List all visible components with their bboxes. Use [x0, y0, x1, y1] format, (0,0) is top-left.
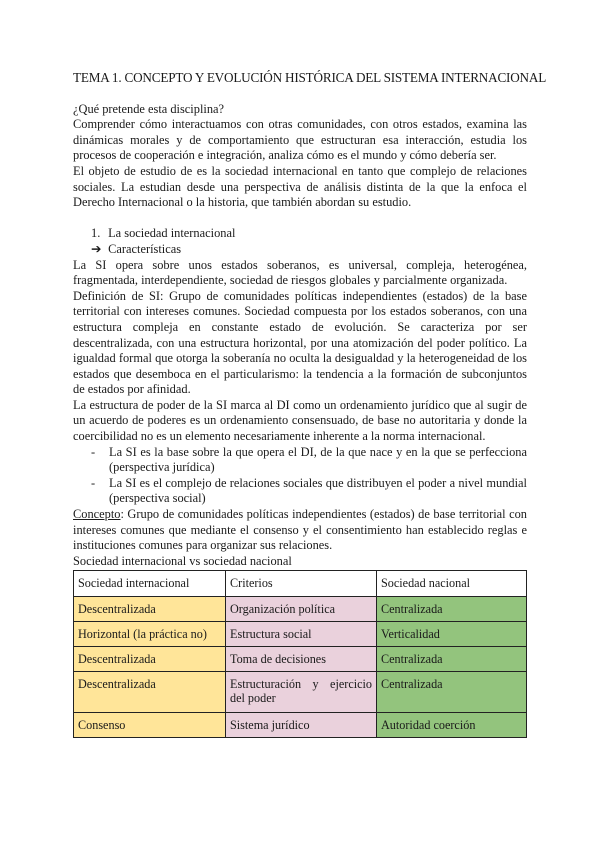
section-number: 1. [91, 226, 101, 241]
table-cell: Estructuración y ejercicio del poder [226, 672, 377, 713]
comparison-table [73, 570, 527, 738]
table-row [74, 672, 527, 713]
dash-marker: - [91, 444, 96, 459]
table-row [74, 713, 527, 738]
table-caption: Sociedad internacional vs sociedad nacional [73, 553, 292, 568]
table-cell: Verticalidad [377, 622, 527, 647]
table-cell: Estructura social [226, 622, 377, 647]
dash-marker: - [91, 475, 96, 490]
paragraph-object: El objeto de estudio de es la sociedad internacional en tanto que complejo de relaciones sociales. La estudian desde una perspectiva de análisis distinta de la que la enfoca el Derecho Internacional o la historia, que también abordan su estudio. [73, 163, 527, 210]
table-cell: Toma de decisiones [226, 647, 377, 672]
bullet-item [73, 445, 527, 476]
header-cell: Sociedad internacional [74, 571, 226, 597]
table-cell: Centralizada [377, 672, 527, 713]
table-cell: Consenso [74, 713, 226, 738]
table-cell: Descentralizada [74, 597, 226, 622]
paragraph-power-structure: La estructura de poder de la SI marca al DI como un ordenamiento jurídico que al sugir de un acuerdo de poderes es un ordenamiento consensuado, de base no autoritaria y donde la coercibilidad no es un elemento necesariamente inherente a la norma internacional. [73, 397, 527, 444]
table-cell: Descentralizada [74, 647, 226, 672]
header-cell: Sociedad nacional [377, 571, 527, 597]
table-cell: Organización política [226, 597, 377, 622]
page-title: TEMA 1. CONCEPTO Y EVOLUCIÓN HISTÓRICA DEL SISTEMA INTERNACIONAL [73, 70, 547, 85]
table-cell: Autoridad coerción [377, 713, 527, 738]
table-cell: Centralizada [377, 597, 527, 622]
section-heading [73, 226, 527, 242]
concept-text: : Grupo de comunidades políticas independientes (estados) de base territorial con intereses comunes que mediante el consenso y el consentimiento han establecido reglas e instituciones comunes para organizar sus relaciones. [73, 507, 527, 553]
paragraph-purpose: Comprender cómo interactuamos con otras comunidades, con otros estados, examina las dinámicas morales y de comportamiento que estructuran esa interacción, estudia los procesos de cooperación e integración, analiza cómo es el mundo y cómo debería ser. [73, 117, 527, 163]
subsection-label: Características [108, 241, 182, 256]
table-header-row [74, 571, 527, 597]
table-cell: Centralizada [377, 647, 527, 672]
table-row [74, 647, 527, 672]
paragraph-definition: Definición de SI: Grupo de comunidades políticas independientes (estados) de la base territorial con intereses comunes. Sociedad compuesta por los estados soberanos, con una estructura compleja en constante estado de evolución. Se caracteriza por ser descentralizada, con una estructura horizontal, por una atomización del poder político. La igualdad formal que otorga la soberanía no oculta la desigualdad y la heterogeneidad de los estados que desemboca en el particularismo: la tendencia a la formación de subconjuntos de estados por afinidad. [73, 288, 527, 397]
arrow-right-icon: ➔ [91, 241, 102, 256]
document-page [73, 70, 547, 738]
concept-label: Concepto [73, 507, 121, 522]
bullet-text: La SI es el complejo de relaciones sociales que distribuyen el poder a nivel mundial (perspectiva social) [109, 475, 527, 506]
bullet-item [73, 476, 527, 507]
subsection-heading [73, 242, 527, 258]
paragraph-characteristics: La SI opera sobre unos estados soberanos, es universal, compleja, heterogénea, fragmentada, interdependiente, sociedad de riesgos globales y parcialmente organizada. [73, 257, 527, 288]
table-row [74, 622, 527, 647]
section-label: La sociedad internacional [108, 226, 236, 241]
table-cell: Descentralizada [74, 672, 226, 713]
question-heading: ¿Qué pretende esta disciplina? [73, 101, 225, 116]
table-cell: Horizontal (la práctica no) [74, 622, 226, 647]
spacer [73, 211, 527, 227]
table-row [74, 597, 527, 622]
table-cell: Sistema jurídico [226, 713, 377, 738]
bullet-text: La SI es la base sobre la que opera el DI, de la que nace y en la que se perfecciona (perspectiva jurídica) [109, 444, 527, 475]
header-cell: Criterios [226, 571, 377, 597]
paragraph-concept [73, 507, 527, 554]
